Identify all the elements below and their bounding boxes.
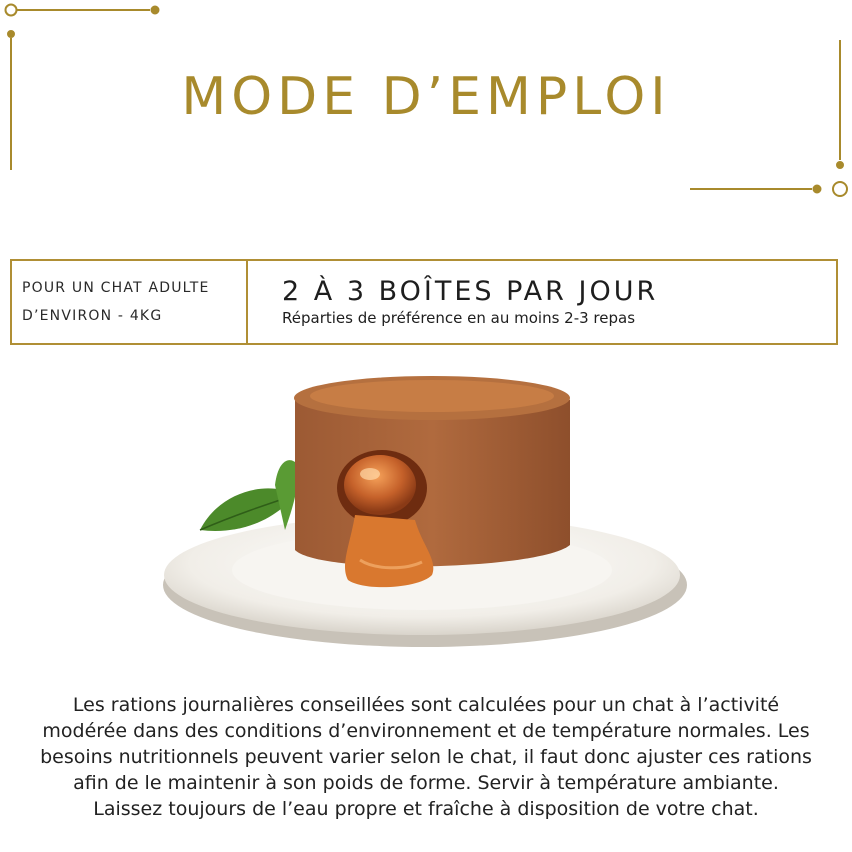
- cat-profile-cell: [12, 261, 248, 343]
- ration-detail: Réparties de préférence en au moins 2-3 repas: [282, 309, 636, 327]
- ration-amount: 2 À 3 BOÎTES PAR JOUR: [282, 276, 659, 307]
- ration-table: [10, 259, 838, 345]
- usage-description: Les rations journalières conseillées sont calculées pour un chat à l’activité modérée dans des conditions d’environnement et de température normales. Les besoins nutritionnels peuvent varier selon le chat, il faut donc ajuster ces rations afin de le maintenir à son poids de forme. Servir à température ambiante. Laissez toujours de l’eau propre et fraîche à disposition de votre chat.: [40, 694, 812, 820]
- page-title: MODE D’EMPLOI: [181, 67, 671, 127]
- product-photo: [160, 370, 700, 650]
- cat-profile-line-1: POUR UN CHAT ADULTE: [22, 280, 210, 296]
- cat-profile-line-2: D’ENVIRON - 4KG: [22, 308, 163, 324]
- ration-amount-cell: [248, 261, 836, 343]
